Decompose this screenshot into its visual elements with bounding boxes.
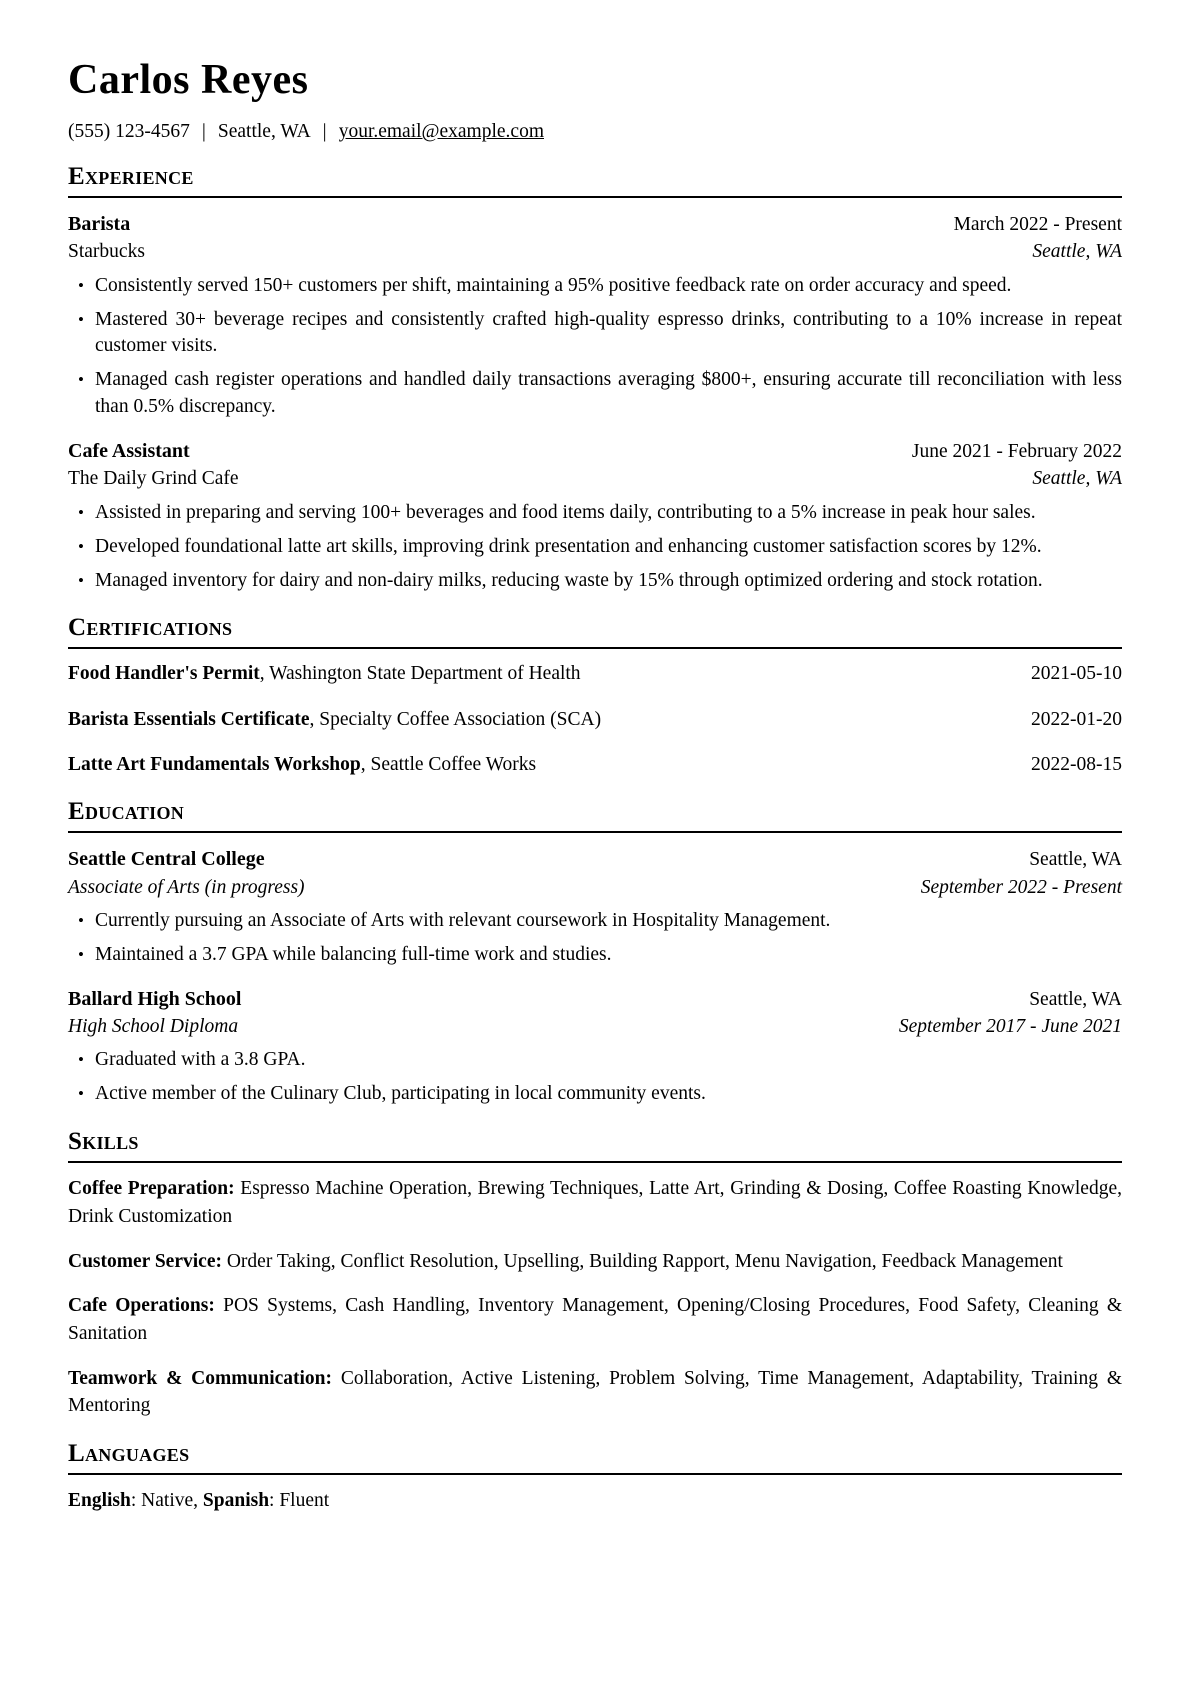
school-header-row bbox=[68, 985, 1122, 1013]
skill-label: Cafe Operations: bbox=[68, 1295, 215, 1317]
bullet-item: • Currently pursuing an Associate of Arts with relevant coursework in Hospitality Management. bbox=[95, 908, 1122, 935]
bullet-item: • Developed foundational latte art skills, improving drink presentation and enhancing customer satisfaction scores by 12%. bbox=[95, 534, 1122, 561]
section-heading-languages: Languages bbox=[68, 1440, 1122, 1475]
school-location: Seattle, WA bbox=[1029, 849, 1122, 871]
section-heading-experience: Experience bbox=[68, 163, 1122, 198]
school-entry bbox=[68, 985, 1122, 1108]
email-link[interactable]: your.email@example.com bbox=[338, 121, 544, 142]
section-education bbox=[68, 798, 1122, 1108]
job-company: The Daily Grind Cafe bbox=[68, 468, 239, 490]
bullet-item: • Maintained a 3.7 GPA while balancing full-time work and studies. bbox=[95, 942, 1122, 969]
language-name: English bbox=[68, 1490, 131, 1511]
language-name: Spanish bbox=[202, 1490, 270, 1511]
section-heading-certifications: Certifications bbox=[68, 614, 1122, 649]
certification-text bbox=[68, 707, 601, 733]
language-level: : Fluent bbox=[269, 1490, 330, 1511]
job-entry bbox=[68, 210, 1122, 421]
phone-number: (555) 123-4567 bbox=[68, 121, 190, 142]
school-entry bbox=[68, 845, 1122, 968]
job-bullet-list bbox=[68, 273, 1122, 422]
section-heading-skills: Skills bbox=[68, 1128, 1122, 1163]
section-certifications bbox=[68, 614, 1122, 778]
school-bullet-list bbox=[68, 908, 1122, 969]
skill-items: Collaboration, Active Listening, Problem Solving, Time Management, Adaptability, Training & Mentoring bbox=[68, 1367, 1123, 1417]
job-header-row bbox=[68, 437, 1122, 465]
skill-label: Customer Service: bbox=[68, 1250, 222, 1272]
school-degree: Associate of Arts (in progress) bbox=[68, 876, 305, 898]
certification-date: 2022-01-20 bbox=[1031, 708, 1122, 730]
contact-separator: | bbox=[201, 120, 206, 142]
job-subheader-row bbox=[68, 465, 1122, 492]
bullet-item: • Mastered 30+ beverage recipes and consistently crafted high-quality espresso drinks, contributing to a 10% increase in repeat customer visits. bbox=[95, 307, 1122, 361]
skill-group bbox=[68, 1365, 1122, 1420]
bullet-item: • Active member of the Culinary Club, participating in local community events. bbox=[95, 1081, 1122, 1108]
location-text: Seattle, WA bbox=[217, 121, 311, 142]
school-bullet-list bbox=[68, 1047, 1122, 1108]
contact-separator: | bbox=[322, 120, 327, 142]
certification-date: 2022-08-15 bbox=[1031, 754, 1122, 776]
job-dates: March 2022 - Present bbox=[953, 214, 1122, 235]
certification-row bbox=[68, 707, 1122, 733]
skill-group bbox=[68, 1175, 1122, 1230]
skill-items: Order Taking, Conflict Resolution, Upselling, Building Rapport, Menu Navigation, Feedback Management bbox=[226, 1250, 1063, 1272]
skill-label: Coffee Preparation: bbox=[68, 1178, 235, 1200]
skill-items: Espresso Machine Operation, Brewing Techniques, Latte Art, Grinding & Dosing, Coffee Roasting Knowledge, Drink Customization bbox=[68, 1178, 1122, 1227]
certification-row bbox=[68, 752, 1122, 778]
skill-label: Teamwork & Communication: bbox=[68, 1367, 333, 1389]
section-languages bbox=[68, 1440, 1122, 1514]
bullet-item: • Managed cash register operations and handled daily transactions averaging $800+, ensuring accurate till reconciliation with less than 0.5% discrepancy. bbox=[95, 367, 1122, 421]
certification-row bbox=[68, 661, 1122, 687]
skill-group bbox=[68, 1292, 1122, 1347]
job-dates: June 2021 - February 2022 bbox=[911, 441, 1122, 463]
job-bullet-list bbox=[68, 500, 1122, 595]
certification-issuer: , Seattle Coffee Works bbox=[360, 754, 537, 776]
job-subheader-row bbox=[68, 238, 1122, 265]
certification-name: Food Handler's Permit bbox=[68, 663, 260, 685]
certification-issuer: , Washington State Department of Health bbox=[259, 663, 581, 685]
school-subheader-row bbox=[68, 1013, 1122, 1040]
skill-group bbox=[68, 1248, 1122, 1276]
bullet-item: • Graduated with a 3.8 GPA. bbox=[95, 1047, 1122, 1074]
section-skills bbox=[68, 1128, 1122, 1420]
languages-line bbox=[68, 1487, 1122, 1514]
bullet-item: • Managed inventory for dairy and non-dairy milks, reducing waste by 15% through optimized ordering and stock rotation. bbox=[95, 568, 1122, 595]
certification-text bbox=[68, 752, 536, 778]
school-dates: September 2017 - June 2021 bbox=[898, 1016, 1122, 1038]
job-title: Barista bbox=[68, 213, 131, 235]
school-name: Ballard High School bbox=[68, 987, 242, 1010]
language-level: : Native, bbox=[130, 1490, 203, 1511]
bullet-item: • Consistently served 150+ customers per shift, maintaining a 95% positive feedback rate on order accuracy and speed. bbox=[95, 273, 1122, 300]
job-location: Seattle, WA bbox=[1032, 241, 1122, 263]
skill-items: POS Systems, Cash Handling, Inventory Management, Opening/Closing Procedures, Food Safety, Cleaning & Sanitation bbox=[68, 1295, 1122, 1344]
certification-name: Barista Essentials Certificate bbox=[68, 708, 310, 730]
job-header-row bbox=[68, 210, 1122, 238]
candidate-name: Carlos Reyes bbox=[68, 57, 309, 103]
school-dates: September 2022 - Present bbox=[920, 876, 1122, 898]
school-subheader-row bbox=[68, 874, 1122, 901]
school-location: Seattle, WA bbox=[1029, 988, 1122, 1010]
job-company: Starbucks bbox=[68, 241, 145, 263]
certification-name: Latte Art Fundamentals Workshop bbox=[68, 754, 361, 776]
section-heading-education: Education bbox=[68, 798, 1122, 833]
bullet-item: • Assisted in preparing and serving 100+ beverages and food items daily, contributing to a 5% increase in peak hour sales. bbox=[95, 500, 1122, 527]
school-header-row bbox=[68, 845, 1122, 873]
job-title: Cafe Assistant bbox=[68, 440, 190, 463]
school-degree: High School Diploma bbox=[68, 1016, 239, 1038]
certification-text bbox=[68, 661, 581, 687]
certification-date: 2021-05-10 bbox=[1031, 663, 1122, 685]
contact-line bbox=[68, 120, 1122, 143]
job-location: Seattle, WA bbox=[1032, 468, 1122, 490]
certification-issuer: , Specialty Coffee Association (SCA) bbox=[309, 708, 602, 730]
school-name: Seattle Central College bbox=[68, 848, 265, 871]
job-entry bbox=[68, 437, 1122, 594]
section-experience bbox=[68, 163, 1122, 594]
